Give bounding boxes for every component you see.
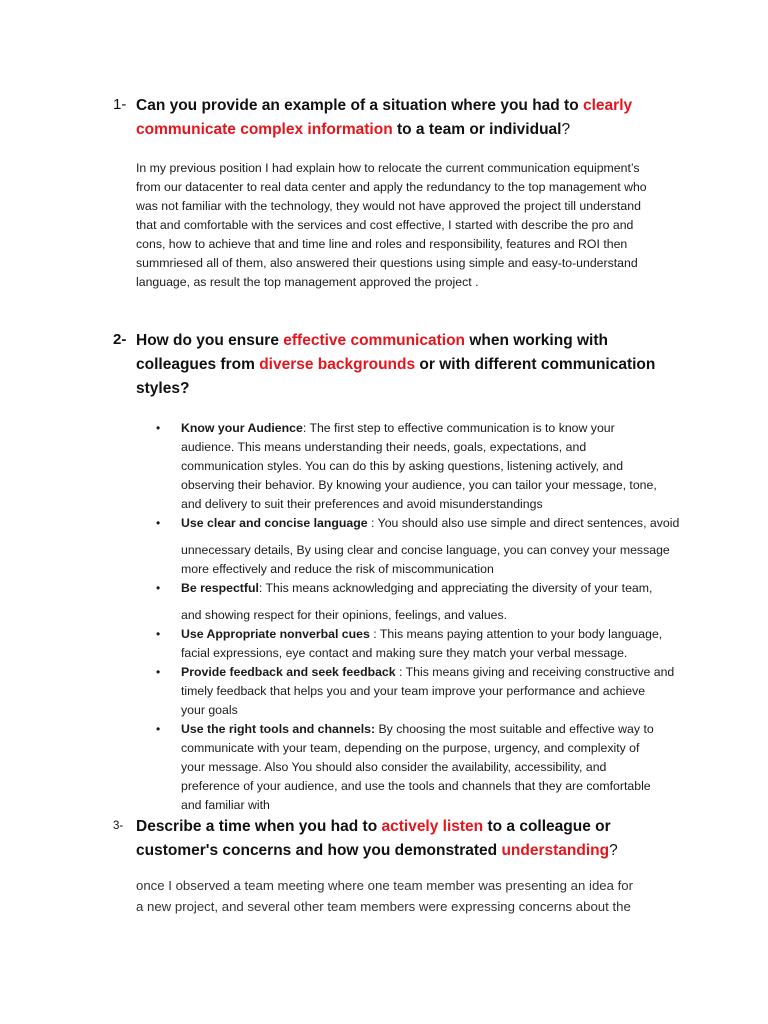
answer-1-line: cons, how to achieve that and time line and roles and responsibility, features and ROI then xyxy=(136,237,628,251)
question-3-highlight-a: actively listen xyxy=(381,818,484,835)
question-3-mark: ? xyxy=(609,842,618,859)
bullet-text: : This means paying attention to your body language, xyxy=(369,627,663,641)
bullet-title: Provide feedback and seek feedback xyxy=(181,665,396,679)
bullet-item xyxy=(136,514,696,579)
question-3-heading xyxy=(136,815,696,863)
bullet-text: communicate with your team, depending on the purpose, urgency, and complexity of xyxy=(181,741,640,755)
answer-1-line: language, as result the top management approved the project . xyxy=(136,275,479,289)
bullet-text: : The first step to effective communication is to know your xyxy=(302,421,615,435)
bullet-dot-icon: • xyxy=(156,421,161,435)
bullet-item xyxy=(136,625,696,663)
bullet-text: and delivery to suit their preferences and avoid misunderstandings xyxy=(181,497,543,511)
question-2-text-b: when working with xyxy=(465,332,608,349)
bullet-text: timely feedback that helps you and your team improve your performance and achieve xyxy=(181,684,646,698)
question-2-text-d: or with different communication xyxy=(415,356,656,373)
question-1-number: 1- xyxy=(113,96,127,113)
bullet-title: Be respectful xyxy=(181,581,259,595)
question-1-heading xyxy=(136,94,696,142)
bullet-item xyxy=(136,720,696,815)
question-2-text-e: styles? xyxy=(136,380,190,397)
bullet-item xyxy=(136,579,696,625)
question-1-mark: ? xyxy=(561,121,571,138)
question-2-highlight-b: diverse backgrounds xyxy=(259,356,416,373)
bullet-dot-icon: • xyxy=(156,581,161,595)
question-1-text-end: to a team or individual xyxy=(392,121,562,138)
answer-1-line: summriesed all of them, also answered their questions using simple and easy-to-understand xyxy=(136,256,638,270)
question-2-heading xyxy=(136,329,696,401)
bullet-text: facial expressions, eye contact and making sure they match your verbal message. xyxy=(181,646,628,660)
question-3-text-c: customer's concerns and how you demonstrated xyxy=(136,842,502,859)
answer-1-line: from our datacenter to real data center and apply the redundancy to the top management who xyxy=(136,180,647,194)
bullet-text: and showing respect for their opinions, feelings, and values. xyxy=(181,608,508,622)
question-2-number: 2- xyxy=(113,331,127,348)
bullet-text: and familiar with xyxy=(181,798,270,812)
answer-1-line: that and comfortable with the services and cost effective, I started with describe the pro and xyxy=(136,218,634,232)
bullet-text: unnecessary details, By using clear and concise language, you can convey your message xyxy=(181,543,670,557)
question-3-number: 3- xyxy=(113,820,124,832)
bullet-title: Use Appropriate nonverbal cues xyxy=(181,627,370,641)
question-1-text: Can you provide an example of a situation where you had to xyxy=(136,97,583,114)
answer-1-paragraph xyxy=(136,159,676,292)
bullet-text: observing their behavior. By knowing your audience, you can tailor your message, tone, xyxy=(181,478,657,492)
answer-3-line: once I observed a team meeting where one team member was presenting an idea for xyxy=(136,878,634,893)
bullet-dot-icon: • xyxy=(156,516,161,530)
bullet-item xyxy=(136,663,696,720)
question-3-text: Describe a time when you had to xyxy=(136,818,382,835)
bullet-text: your message. Also You should also consider the availability, accessibility, and xyxy=(181,760,607,774)
bullet-dot-icon: • xyxy=(156,722,161,736)
bullet-text: : This means giving and receiving constructive and xyxy=(395,665,675,679)
question-2-text: How do you ensure xyxy=(136,332,284,349)
question-3-text-b: to a colleague or xyxy=(483,818,611,835)
bullet-text: : You should also use simple and direct sentences, avoid xyxy=(367,516,680,530)
question-1-highlight-b: communicate complex information xyxy=(136,121,393,138)
question-2-highlight-a: effective communication xyxy=(283,332,466,349)
bullet-text: By choosing the most suitable and effective way to xyxy=(375,722,654,736)
answer-3-line: a new project, and several other team members were expressing concerns about the xyxy=(136,899,631,914)
bullet-text: your goals xyxy=(181,703,238,717)
bullet-text: preference of your audience, and use the tools and channels that they are comfortable xyxy=(181,779,651,793)
bullet-text: : This means acknowledging and appreciating the diversity of your team, xyxy=(258,581,653,595)
question-1-highlight-a: clearly xyxy=(583,97,633,114)
bullet-title: Use clear and concise language xyxy=(181,516,368,530)
answer-3-paragraph xyxy=(136,875,696,917)
tips-bullet-list xyxy=(136,419,696,815)
bullet-dot-icon: • xyxy=(156,627,161,641)
bullet-text: more effectively and reduce the risk of miscommunication xyxy=(181,562,494,576)
bullet-text: audience. This means understanding their needs, goals, expectations, and xyxy=(181,440,587,454)
bullet-title: Use the right tools and channels: xyxy=(181,722,376,736)
bullet-text: communication styles. You can do this by asking questions, listening actively, and xyxy=(181,459,624,473)
bullet-title: Know your Audience xyxy=(181,421,303,435)
answer-1-line: In my previous position I had explain how to relocate the current communication equipment’s xyxy=(136,161,640,175)
bullet-dot-icon: • xyxy=(156,665,161,679)
question-2-text-c: colleagues from xyxy=(136,356,260,373)
answer-1-line: was not familiar with the technology, they would not have approved the project till understand xyxy=(136,199,641,213)
question-3-highlight-b: understanding xyxy=(501,842,610,859)
bullet-item xyxy=(136,419,696,514)
